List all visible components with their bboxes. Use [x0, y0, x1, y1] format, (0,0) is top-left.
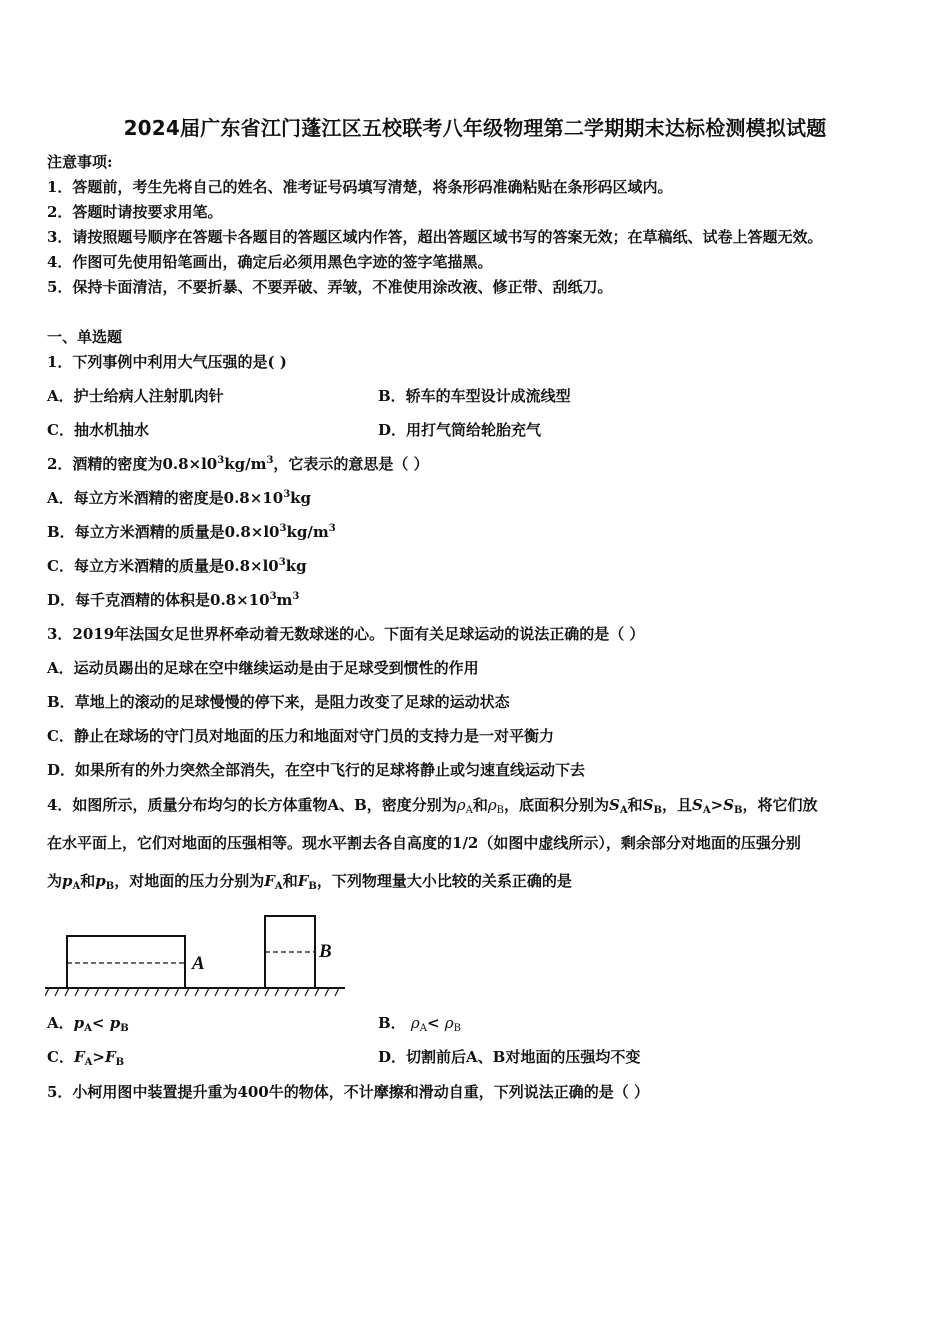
q3-option-c: C．静止在球场的守门员对地面的压力和地面对守门员的支持力是一对平衡力	[47, 727, 554, 745]
q1-option-d: D．用打气筒给轮胎充气	[378, 421, 542, 439]
q4-option-a: A．$p_A< p_B$	[47, 1014, 129, 1034]
block-a-label: A	[192, 953, 205, 974]
notice-item-3: 3．请按照题号顺序在答题卡各题目的答题区域内作答，超出答题区域书写的答案无效；在草稿纸、试卷上答题无效。	[47, 228, 823, 246]
block-b-label: B	[319, 941, 332, 962]
ground	[45, 988, 345, 996]
notice-item-4: 4．作图可先使用铅笔画出，确定后必须用黑色字迹的签字笔描黑。	[47, 253, 493, 271]
q3-option-a: A．运动员踢出的足球在空中继续运动是由于足球受到惯性的作用	[47, 659, 479, 677]
q2-stem: 2．酒精的密度为$0.8\times l0^3kg/m^3$，它表示的意思是（ ）	[47, 455, 429, 473]
notice-heading: 注意事项:	[47, 153, 113, 171]
q2-option-c: C．每立方米酒精的质量是$0.8\times l0^3kg$	[47, 557, 307, 575]
q2-option-d: D．每千克酒精的体积是$0.8\times 10^3m^3$	[47, 591, 300, 609]
q2-option-b: B．每立方米酒精的质量是$0.8\times l0^3kg/m^3$	[47, 523, 336, 541]
q4-option-b: B． $\rho_A< \rho_B$	[378, 1014, 461, 1034]
q1-stem: 1．下列事例中利用大气压强的是( )	[47, 353, 287, 371]
q3-option-d: D．如果所有的外力突然全部消失，在空中飞行的足球将静止或匀速直线运动下去	[47, 761, 586, 779]
q4-option-c: C．$F_A>F_B$	[47, 1048, 125, 1068]
q2-option-a: A．每立方米酒精的密度是$0.8\times 10^3kg$	[47, 489, 312, 507]
q4-stem-line3: 为$p_A$和$p_B$，对地面的压力分别为$F_A$和$F_B$，下列物理量大小比较的关系正确的是	[47, 872, 572, 892]
q1-option-c: C．抽水机抽水	[47, 421, 149, 439]
block-a	[67, 936, 185, 988]
q3-option-b: B．草地上的滚动的足球慢慢的停下来，是阻力改变了足球的运动状态	[47, 693, 510, 711]
notice-item-1: 1．答题前，考生先将自己的姓名、准考证号码填写清楚，将条形码准确粘贴在条形码区域内。	[47, 178, 673, 196]
q4-option-d: D．切割前后A、B对地面的压强均不变	[378, 1048, 641, 1066]
q4-figure-blocks	[45, 912, 350, 1000]
section-heading: 一、单选题	[47, 328, 123, 346]
notice-item-2: 2．答题时请按要求用笔。	[47, 203, 223, 221]
q4-stem-line2: 在水平面上，它们对地面的压强相等。现水平割去各自高度的1/2（如图中虚线所示），剩余部分对地面的压强分别	[47, 834, 801, 852]
q3-stem: 3．2019年法国女足世界杯牵动着无数球迷的心。下面有关足球运动的说法正确的是（ ）	[47, 625, 645, 643]
q5-stem: 5．小柯用图中装置提升重为400牛的物体，不计摩擦和滑动自重，下列说法正确的是（ ）	[47, 1083, 649, 1101]
page-title: 2024届广东省江门蓬江区五校联考八年级物理第二学期期末达标检测模拟试题	[123, 116, 827, 140]
q4-stem-line1: 4．如图所示，质量分布均匀的长方体重物A、B，密度分别为$\rho_A$和$\rho_B$，底面积分别为$S_A$和$S_B$，且$S_A>S_B$，将它们放	[47, 796, 818, 816]
notice-item-5: 5．保持卡面清洁，不要折暴、不要弄破、弄皱，不准使用涂改液、修正带、刮纸刀。	[47, 278, 613, 296]
q1-option-b: B．轿车的车型设计成流线型	[378, 387, 571, 405]
q1-option-a: A．护士给病人注射肌肉针	[47, 387, 224, 405]
